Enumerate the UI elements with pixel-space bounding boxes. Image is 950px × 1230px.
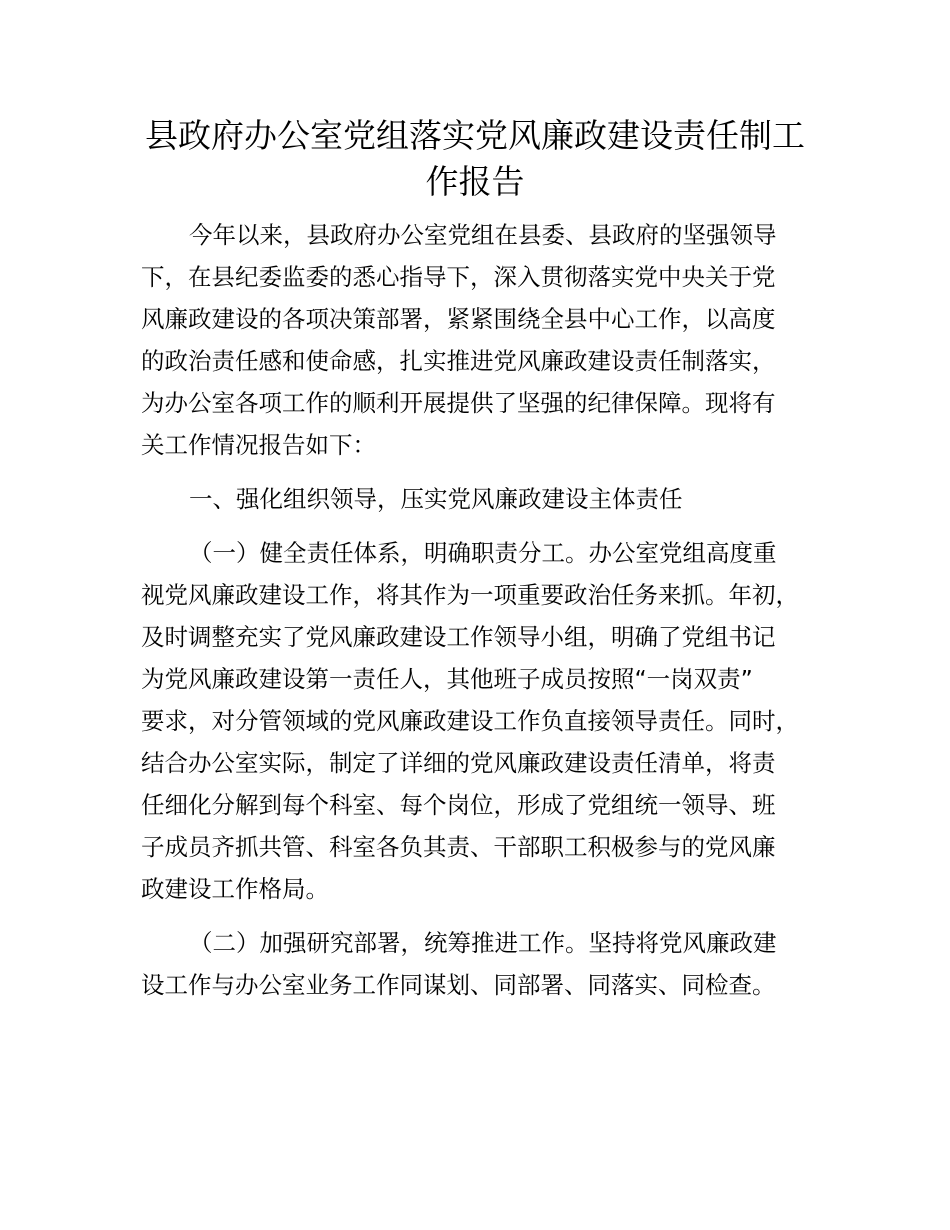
text-line: 视党风廉政建设工作，将其作为一项重要政治任务来抓。年初， xyxy=(141,581,799,609)
text-line: 今年以来，县政府办公室党组在县委、县政府的坚强领导 xyxy=(189,221,777,249)
text-line: 设工作与办公室业务工作同谋划、同部署、同落实、同检查。 xyxy=(141,971,776,999)
paragraph-subsection-2 xyxy=(141,922,831,1006)
paragraph-intro xyxy=(141,214,831,466)
text-line: 政建设工作格局。 xyxy=(141,875,329,903)
text-line: 子成员齐抓共管、科室各负其责、干部职工积极参与的党风廉 xyxy=(141,833,776,861)
section-heading-1 xyxy=(141,478,831,520)
text-line: 要求，对分管领域的党风廉政建设工作负直接领导责任。同时， xyxy=(141,707,799,735)
text-line: 的政治责任感和使命感，扎实推进党风廉政建设责任制落实， xyxy=(141,347,776,375)
paragraph-subsection-1 xyxy=(141,532,831,910)
text-line: 为办公室各项工作的顺利开展提供了坚强的纪律保障。现将有 xyxy=(141,389,776,417)
text-line: 结合办公室实际，制定了详细的党风廉政建设责任清单，将责 xyxy=(141,749,776,777)
text-line: 关工作情况报告如下： xyxy=(141,431,376,459)
text-line: 风廉政建设的各项决策部署，紧紧围绕全县中心工作，以高度 xyxy=(141,305,776,333)
document-body xyxy=(141,214,831,1006)
title-line: 县政府办公室党组落实党风廉政建设责任制工 xyxy=(145,116,805,155)
text-line: 下，在县纪委监委的悉心指导下，深入贯彻落实党中央关于党 xyxy=(141,263,776,291)
title-line: 作报告 xyxy=(425,162,525,201)
text-line: 为党风廉政建设第一责任人，其他班子成员按照“一岗双责” xyxy=(141,665,753,693)
text-line: （二）加强研究部署，统筹推进工作。坚持将党风廉政建 xyxy=(189,929,777,957)
text-line: （一）健全责任体系，明确职责分工。办公室党组高度重 xyxy=(189,539,777,567)
text-line: 及时调整充实了党风廉政建设工作领导小组，明确了党组书记 xyxy=(141,623,776,651)
text-line: 任细化分解到每个科室、每个岗位，形成了党组统一领导、班 xyxy=(141,791,776,819)
document-title xyxy=(130,113,820,205)
text-line: 一、强化组织领导，压实党风廉政建设主体责任 xyxy=(189,485,683,513)
